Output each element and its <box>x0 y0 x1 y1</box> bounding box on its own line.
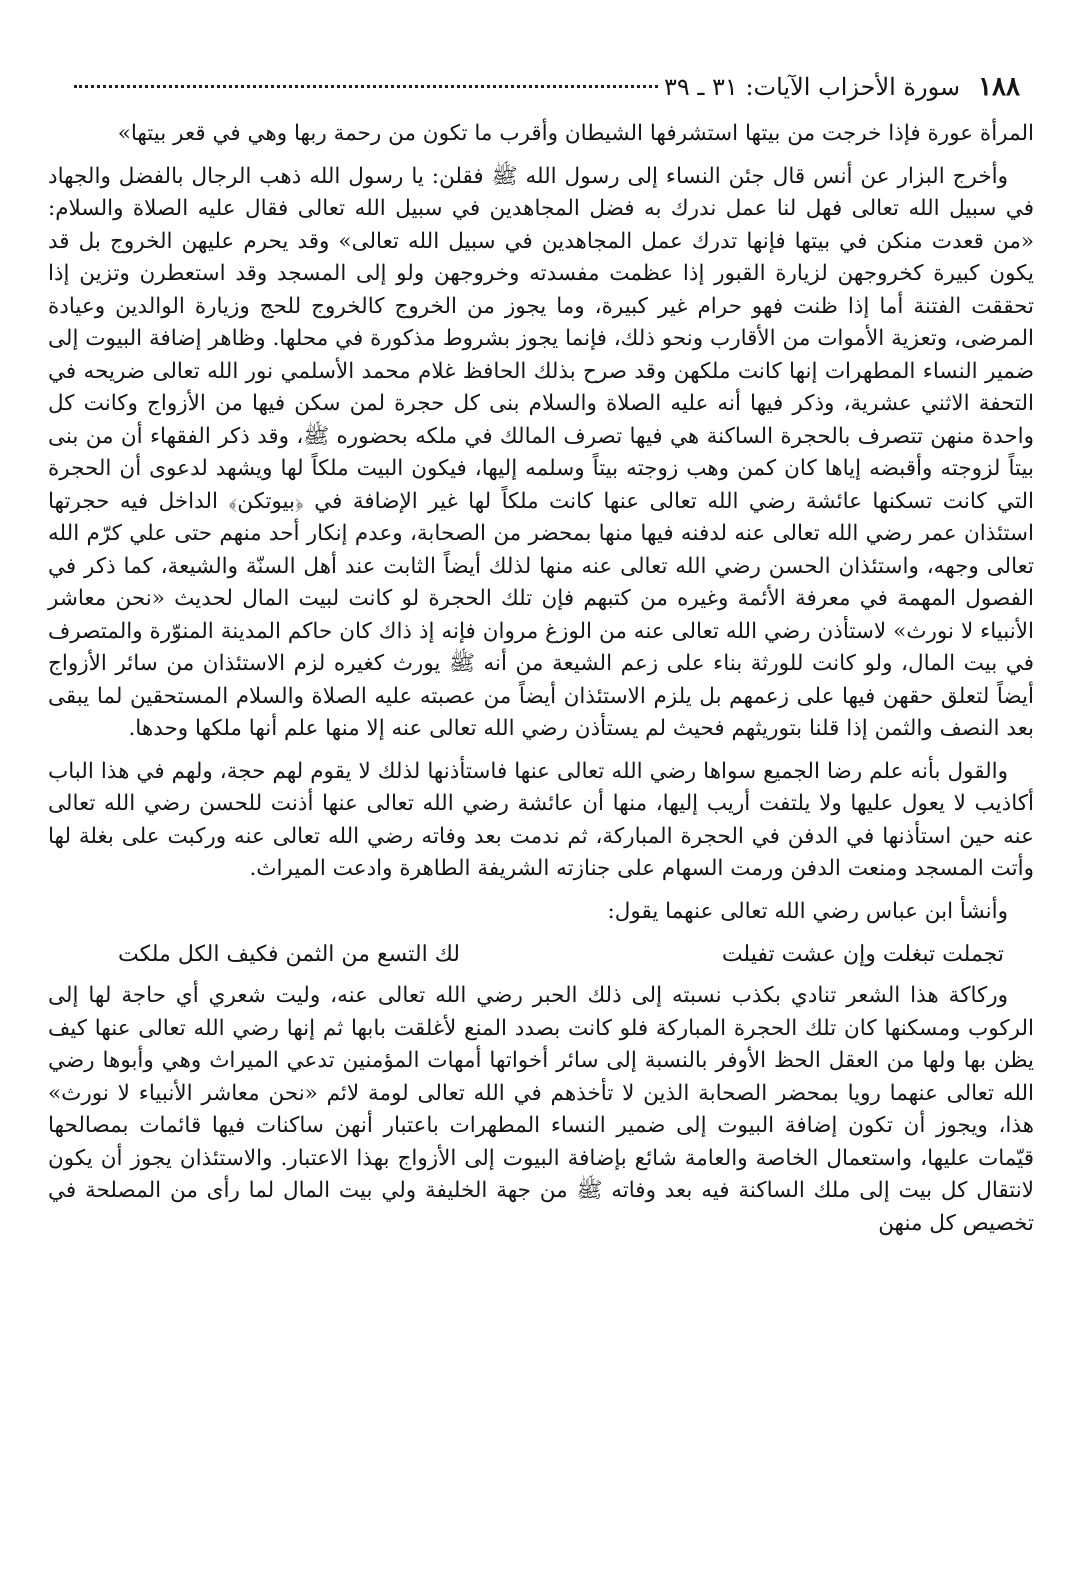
paragraph-bazzar-hadith: وأخرج البزار عن أنس قال جئن النساء إلى رسول الله ﷺ فقلن: يا رسول الله ذهب الرجال بالفضل والجهاد في سبيل الله تعالى فهل لنا عمل ندرك به فضل المجاهدين في سبيل الله تعالى فقال عليه الصلاة والسلام: «من قعدت منكن في بيتها فإنها تدرك عمل المجاهدين في سبيل الله تعالى» وقد يحرم عليهن الخروج بل قد يكون كبيرة كخروجهن لزيارة القبور إذا عظمت مفسدته وخروجهن ولو إلى المسجد وقد استعطرن وتزين إذا تحققت الفتنة أما إذا ظنت فهو حرام غير كبيرة، وما يجوز من الخروج كالخروج للحج وزيارة الوالدين وعيادة المرضى، وتعزية الأموات من الأقارب ونحو ذلك، فإنما يجوز بشروط مذكورة في محلها. وظاهر إضافة البيوت إلى ضمير النساء المطهرات إنها كانت ملكهن وقد صرح بذلك الحافظ غلام محمد الأسلمي نور الله تعالى ضريحه في التحفة الاثني عشرية، وذكر فيها أنه عليه الصلاة والسلام بنى كل حجرة لمن سكن فيها من الأزواج وكانت كل واحدة منهن تتصرف بالحجرة الساكنة هي فيها تصرف المالك في ملكه بحضوره ﷺ، وقد ذكر الفقهاء أن من بنى بيتاً لزوجته وأقبضه إياها كان كمن وهب زوجته بيتاً وسلمه إليها، فيكون البيت ملكاً لها ويشهد لدعوى أن الحجرة التي كانت تسكنها عائشة رضي الله تعالى عنها كانت ملكاً لها غير الإضافة في ﴿بيوتكن﴾ الداخل فيه حجرتها استئذان عمر رضي الله تعالى عنه لدفنه فيها منها بمحضر من الصحابة، وعدم إنكار أحد منهم حتى علي كرّم الله تعالى وجهه، واستئذان الحسن رضي الله تعالى عنه منها لذلك أيضاً الثابت عند أهل السنّة والشيعة، كما ذكر في الفصول المهمة في معرفة الأئمة وغيره من كتبهم فإن تلك الحجرة لو كانت لبيت المال لحديث «نحن معاشر الأنبياء لا نورث» لاستأذن رضي الله تعالى عنه من الوزغ مروان فإنه إذ ذاك كان حاكم المدينة المنوّرة والمتصرف في بيت المال، ولو كانت للورثة بناء على زعم الشيعة من أنه ﷺ يورث كغيره لزم الاستئذان من سائر الأزواج أيضاً لتعلق حقهن فيها على زعمهم بل يلزم الاستئذان أيضاً من عصبته عليه الصلاة والسلام المستحقين لما يبقى بعد النصف والثمن إذا قلنا بتوريثهم فحيث لم يستأذن رضي الله تعالى عنه إلا منها علم أنها ملكها وحدها. <box>48 163 1035 741</box>
page-number: ١٨٨ <box>978 72 1020 102</box>
paragraph-verse-critique: وركاكة هذا الشعر تنادي بكذب نسبته إلى ذلك الحبر رضي الله تعالى عنه، وليت شعري أي حاجة لها إلى الركوب ومسكنها كان تلك الحجرة المباركة فلو كانت بصدد المنع لأغلقت بابها ثم إنها رضي الله تعالى عنها كيف يظن بها ولها من العقل الحظ الأوفر بالنسبة إلى سائر أخواتها أمهات المؤمنين تدعي الميراث وهي وأبوها رضي الله تعالى عنهما رويا بمحضر الصحابة الذين لا تأخذهم في الله تعالى لومة لائم «نحن معاشر الأنبياء لا نورث» هذا، ويجوز أن تكون إضافة البيوت إلى ضمير النساء المطهرات باعتبار أنهن ساكنات فيها قائمات بمصالحها قيّمات عليها، واستعمال الخاصة والعامة شائع بإضافة البيوت إلى الأزواج بهذا الاعتبار. والاستئذان يجوز أن يكون لانتقال كل بيت إلى ملك الساكنة فيه بعد وفاته ﷺ من جهة الخليفة ولي بيت المال لما رأى من المصلحة في تخصيص كل منهن <box>48 983 1034 1236</box>
verse-left-hemistich: لك التسع من الثمن فكيف الكل ملكت <box>118 942 460 967</box>
paragraph-verse-intro: وأنشأ ابن عباس رضي الله تعالى عنهما يقول: <box>607 898 1008 924</box>
page-header <box>68 70 1020 104</box>
verse-right-hemistich: تجملت تبغلت وإن عشت تفيلت <box>721 942 1004 967</box>
header-dot-leader <box>74 85 658 88</box>
surah-title: سورة الأحزاب الآيات: ٣١ ـ ٣٩ <box>663 73 961 101</box>
paragraph-refutation: والقول بأنه علم رضا الجميع سواها رضي الله تعالى عنها فاستأذنها لذلك لا يقوم لهم حجة، ولهم في هذا الباب أكاذيب لا يعول عليها ولا يلتفت أريب إليها، منها أن عائشة رضي الله تعالى عنها أذنت للحسن رضي الله تعالى عنه حين استأذنها في الدفن في الحجرة المباركة، ثم ندمت بعد وفاته رضي الله تعالى عنه وركبت على بغلة لها وأتت المسجد ومنعت الدفن ورمت السهام على جنازته الشريفة الطاهرة وادعت الميراث. <box>48 758 1034 881</box>
poetry-verse <box>118 938 1004 972</box>
paragraph-continuation: المرأة عورة فإذا خرجت من بيتها استشرفها الشيطان وأقرب ما تكون من رحمة ربها وهي في قعر بيتها» <box>117 121 1034 146</box>
